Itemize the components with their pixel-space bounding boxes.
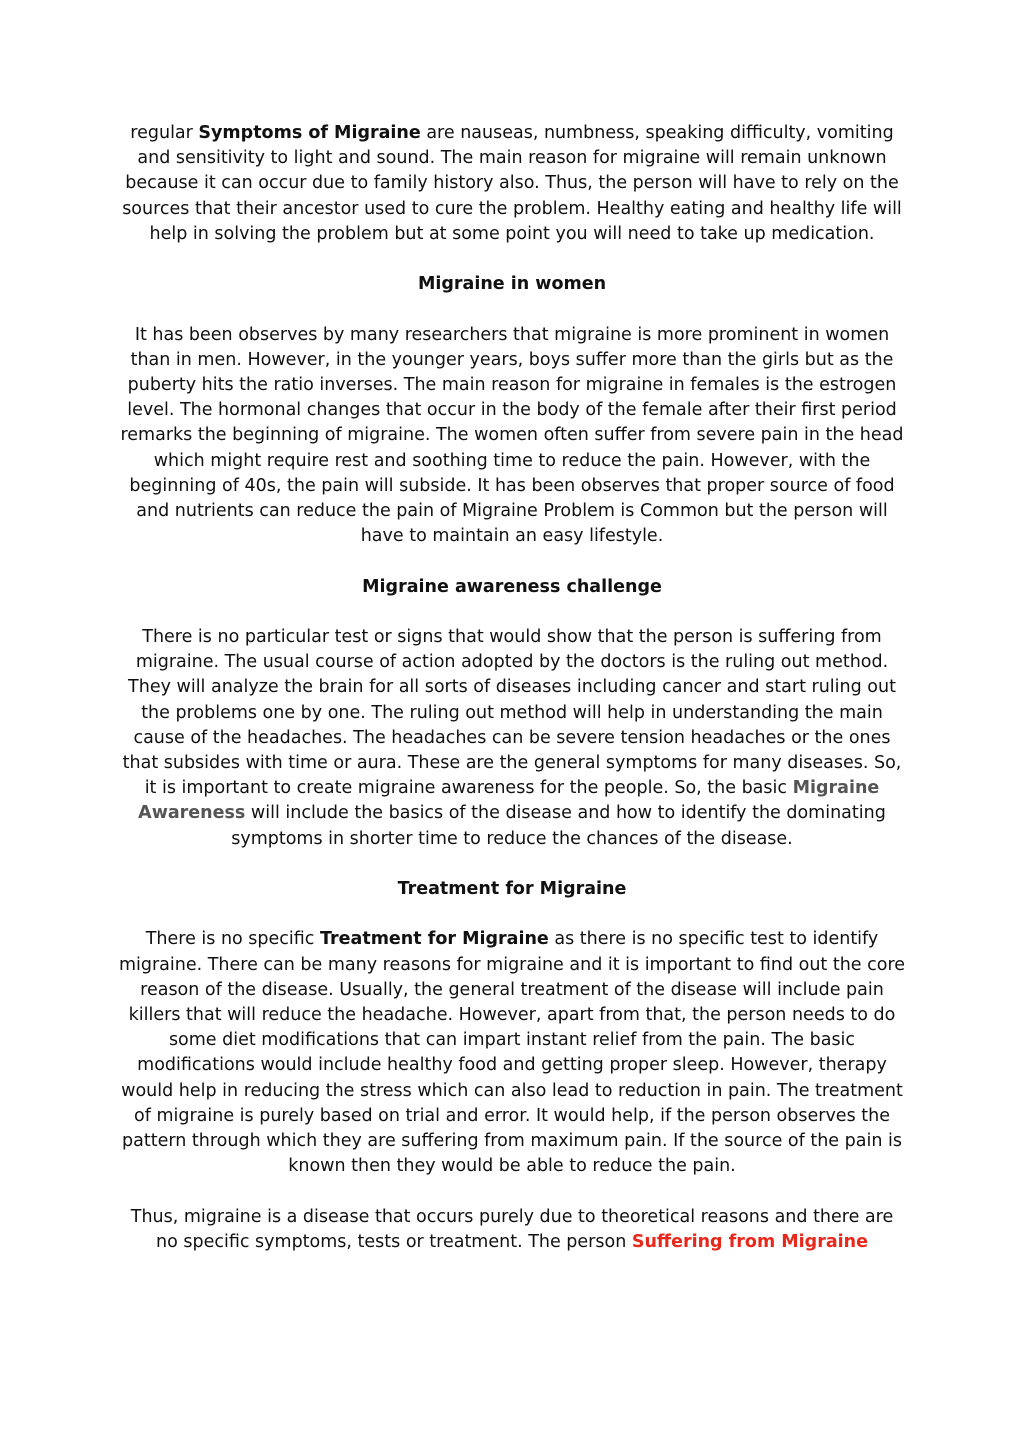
- paragraph-text: will include the basics of the disease and how to identify the dominating symptoms in shorter time to reduce the chances of the disease.: [231, 803, 886, 849]
- heading-treatment-for-migraine: Treatment for Migraine: [397, 879, 627, 900]
- paragraph-text: are nauseas, numbness, speaking difficulty, vomiting and sensitivity to light and sound. The main reason for migraine will remain unknown because it can occur due to family history also. Thus, the person will have to rely on the sources that their ancestor used to cure the problem. Healthy eating and healthy life will help in solving the problem but at some point you will need to take up medication.: [122, 123, 902, 244]
- link-suffering-from-migraine[interactable]: Suffering from Migraine: [631, 1231, 868, 1252]
- paragraph-symptoms: [118, 121, 906, 247]
- heading-migraine-awareness-challenge: Migraine awareness challenge: [362, 576, 662, 597]
- paragraph-conclusion: [118, 1205, 906, 1255]
- paragraph-women: It has been observes by many researchers that migraine is more prominent in women than in men. However, in the younger years, boys suffer more than the girls but as the puberty hits the ratio inverses. The main reason for migraine in females is the estrogen level. The hormonal changes that occur in the body of the female after their first period remarks the beginning of migraine. The women often suffer from severe pain in the head which might require rest and soothing time to reduce the pain. However, with the beginning of 40s, the pain will subside. It has been observes that proper source of food and nutrients can reduce the pain of Migraine Problem is Common but the person will have to maintain an easy lifestyle.: [120, 324, 904, 547]
- document-page: [118, 121, 906, 1280]
- paragraph-text: There is no specific: [145, 929, 320, 950]
- link-migraine-awareness[interactable]: Migraine Awareness: [138, 778, 880, 824]
- paragraph-awareness: [118, 625, 906, 852]
- bold-symptoms-of-migraine: Symptoms of Migraine: [198, 123, 421, 143]
- bold-treatment-for-migraine: Treatment for Migraine: [320, 929, 549, 950]
- paragraph-text: There is no particular test or signs that would show that the person is suffering from migraine. The usual course of action adopted by the doctors is the ruling out method. They will analyze the brain for all sorts of diseases including cancer and start ruling out the problems one by one. The ruling out method will help in understanding the main cause of the headaches. The headaches can be severe tension headaches or the ones that subsides with time or aura. These are the general symptoms for many diseases. So, it is important to create migraine awareness for the people. So, the basic: [122, 627, 902, 799]
- paragraph-text: as there is no specific test to identify migraine. There can be many reasons for migraine and it is important to find out the core reason of the disease. Usually, the general treatment of the disease will include pain killers that will reduce the headache. However, apart from that, the person needs to do some diet modifications that can impart instant relief from the pain. The basic modifications would include healthy food and getting proper sleep. However, therapy would help in reducing the stress which can also lead to reduction in pain. The treatment of migraine is purely based on trial and error. It would help, if the person observes the pattern through which they are suffering from maximum pain. If the source of the pain is known then they would be able to reduce the pain.: [118, 929, 906, 1177]
- paragraph-treatment: [118, 927, 906, 1179]
- paragraph-text: regular: [130, 123, 199, 143]
- paragraph-text: Thus, migraine is a disease that occurs purely due to theoretical reasons and there are no specific symptoms, tests or treatment. The person: [130, 1206, 894, 1252]
- heading-migraine-in-women: Migraine in women: [417, 274, 607, 295]
